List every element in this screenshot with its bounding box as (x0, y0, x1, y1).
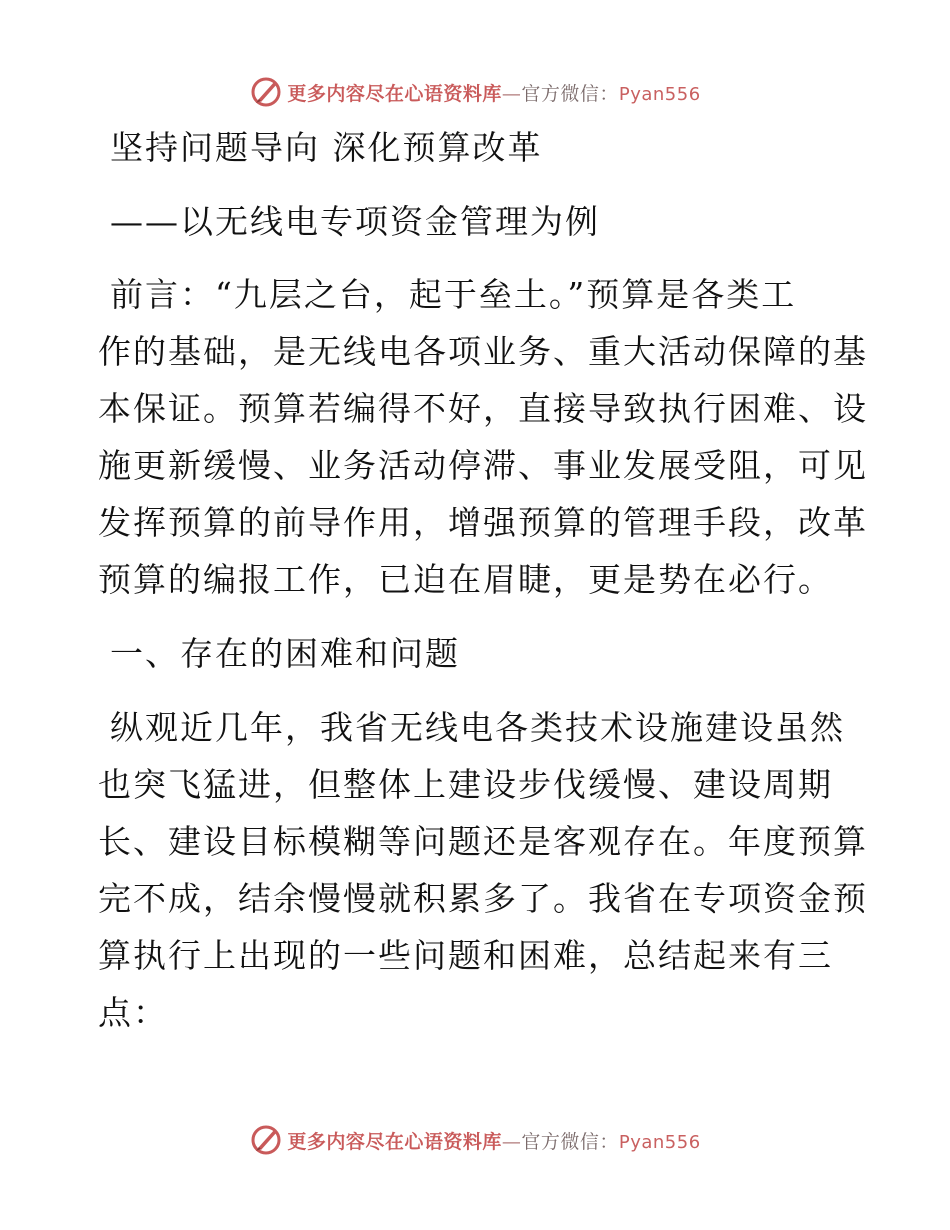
section-heading: 一、存在的困难和问题 (110, 634, 460, 673)
preface-line: 预算的编报工作，已迫在眉睫，更是势在必行。 (98, 560, 833, 599)
preface-line: 发挥预算的前导作用，增强预算的管理手段，改革 (98, 503, 868, 542)
preface-line: 施更新缓慢、业务活动停滞、事业发展受阻，可见 (98, 446, 868, 485)
preface-line: 本保证。预算若编得不好，直接导致执行困难、设 (98, 389, 868, 428)
watermark-brand: 更多内容尽在心语资料库 (287, 1130, 502, 1153)
quill-pen-logo-icon (249, 1123, 283, 1157)
section-line: 也突飞猛进，但整体上建设步伐缓慢、建设周期 (98, 765, 833, 804)
watermark-separator: — (501, 82, 522, 105)
preface-line: 前言：“九层之台，起于垒土。”预算是各类工 (110, 275, 797, 314)
watermark-official: 官方微信： (521, 1130, 619, 1153)
section-line: 算执行上出现的一些问题和困难，总结起来有三 (98, 936, 833, 975)
watermark-footer (0, 1120, 950, 1160)
section-line: 长、建设目标模糊等问题还是客观存在。年度预算 (98, 822, 868, 861)
watermark-separator: — (501, 1130, 522, 1153)
preface-line: 作的基础，是无线电各项业务、重大活动保障的基 (98, 332, 868, 371)
document-title: 坚持问题导向 深化预算改革 (110, 128, 543, 167)
section-line: 点： (98, 993, 168, 1032)
watermark-official: 官方微信： (521, 82, 619, 105)
quill-pen-logo-icon (249, 75, 283, 109)
watermark-wechat-id: Pyan556 (618, 83, 701, 105)
section-line: 完不成，结余慢慢就积累多了。我省在专项资金预 (98, 879, 868, 918)
section-line: 纵观近几年，我省无线电各类技术设施建设虽然 (110, 708, 845, 747)
watermark-brand: 更多内容尽在心语资料库 (287, 82, 502, 105)
watermark-wechat-id: Pyan556 (618, 1131, 701, 1153)
watermark-header (0, 72, 950, 112)
document-subtitle: ——以无线电专项资金管理为例 (110, 202, 600, 241)
